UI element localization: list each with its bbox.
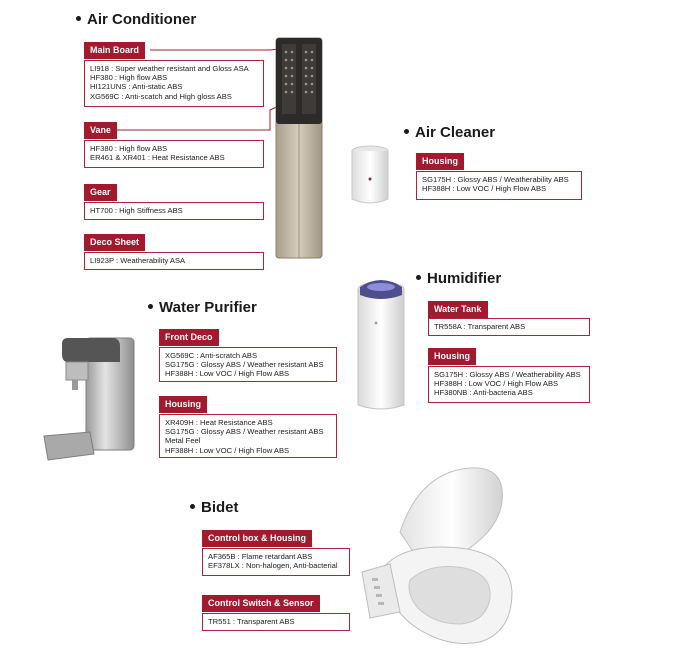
control-box-materials: AF365B : Flame retardant ABS EF378LX : Non-halogen, Anti-bacterial: [202, 548, 350, 576]
gear-tag: Gear: [84, 184, 117, 201]
gear-materials: HT700 : High Stiffness ABS: [84, 202, 264, 220]
main-board-materials: LI918 : Super weather resistant and Gloss ASA HF380 : High flow ABS HI121UNS : Anti-static ABS XG569C : Anti-scatch and High gloss ABS: [84, 60, 264, 107]
air-cleaner-title: Air Cleaner: [404, 124, 495, 141]
bidet-title: Bidet: [190, 499, 239, 516]
water-tank-materials: TR558A : Transparent ABS: [428, 318, 590, 336]
front-deco-materials: XG569C : Anti-scratch ABS SG175G : Glossy ABS / Weather resistant ABS HF388H : Low VOC / High Flow ABS: [159, 347, 337, 382]
front-deco-tag: Front Deco: [159, 329, 219, 346]
water-purifier-title: Water Purifier: [148, 299, 257, 316]
air-cleaner-housing-tag: Housing: [416, 153, 464, 170]
air-cleaner-image: [347, 143, 393, 207]
air-conditioner-title: Air Conditioner: [76, 11, 196, 28]
air-cleaner-housing-materials: SG175H : Glossy ABS / Weatherability ABS HF388H : Low VOC / High Flow ABS: [416, 171, 582, 200]
control-switch-tag: Control Switch & Sensor: [202, 595, 320, 612]
main-board-tag: Main Board: [84, 42, 145, 59]
control-switch-materials: TR551 : Transparent ABS: [202, 613, 350, 631]
humidifier-housing-tag: Housing: [428, 348, 476, 365]
water-purifier-image: [42, 332, 138, 464]
humidifier-housing-materials: SG175H : Glossy ABS / Weatherability ABS HF388H : Low VOC / High Flow ABS HF380NB : Anti-bacteria ABS: [428, 366, 590, 403]
deco-sheet-tag: Deco Sheet: [84, 234, 145, 251]
water-purifier-housing-materials: XR409H : Heat Resistance ABS SG175G : Glossy ABS / Weather resistant ABS Metal Feel HF388H : Low VOC / High Flow ABS: [159, 414, 337, 458]
water-tank-tag: Water Tank: [428, 301, 488, 318]
air-conditioner-image: [274, 38, 326, 260]
vane-materials: HF380 : High flow ABS ER461 & XR401 : Heat Resistance ABS: [84, 140, 264, 168]
bidet-image: [360, 462, 520, 652]
deco-sheet-materials: LI923P : Weatherability ASA: [84, 252, 264, 270]
humidifier-title: Humidifier: [416, 270, 501, 287]
water-purifier-housing-tag: Housing: [159, 396, 207, 413]
humidifier-image: [354, 273, 408, 413]
control-box-tag: Control box & Housing: [202, 530, 312, 547]
vane-tag: Vane: [84, 122, 117, 139]
